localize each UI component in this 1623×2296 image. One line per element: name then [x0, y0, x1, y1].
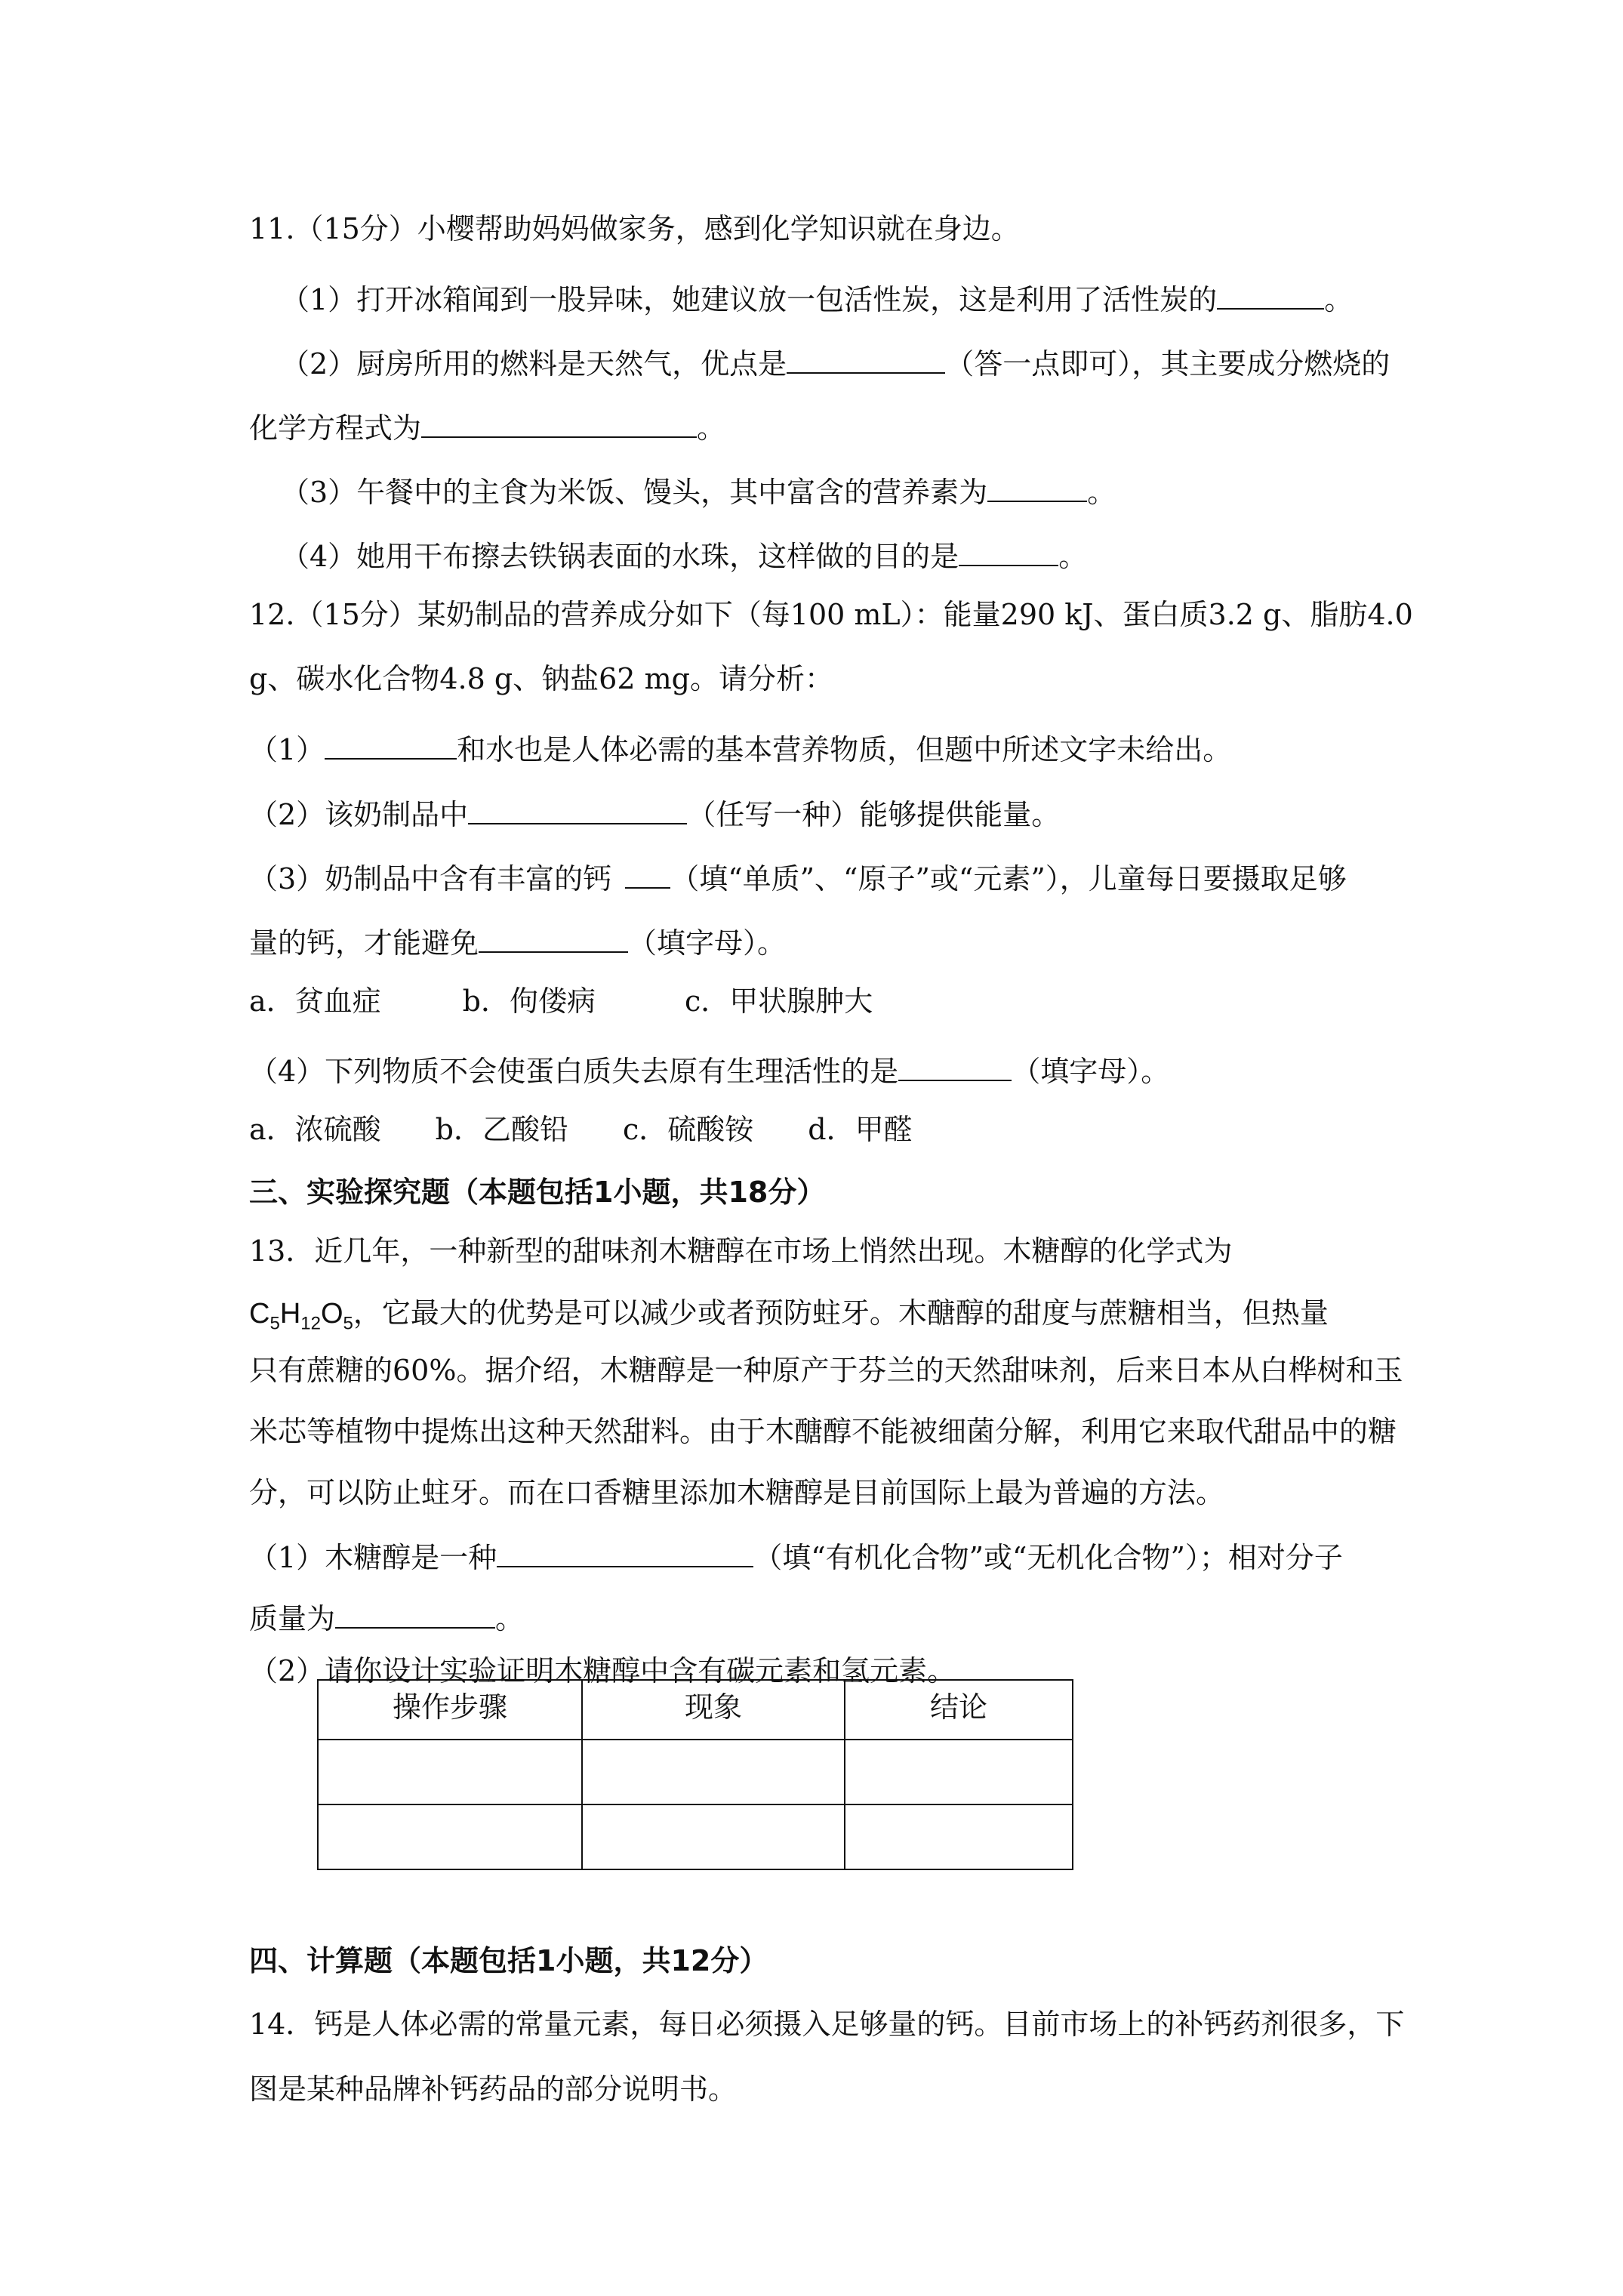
q13-line5: 分，可以防止蛀牙。而在口香糖里添加木糖醇是目前国际上最为普遍的方法。: [249, 1476, 1225, 1509]
q14-line1: 14．钙是人体必需的常量元素，每日必须摄入足够量的钙。目前市场上的补钙药剂很多，下: [249, 2008, 1405, 2041]
q13-line4: 米芯等植物中提炼出这种天然甜料。由于木醣醇不能被细菌分解，利用它来取代甜品中的糖: [249, 1415, 1397, 1448]
q11-part1-end: 。: [1324, 283, 1354, 316]
table-cell[interactable]: [318, 1740, 582, 1804]
q13-line2: [249, 1296, 1329, 1334]
q11-part1-text: （1）打开冰箱闻到一股异味，她建议放一包活性炭，这是利用了活性炭的: [281, 283, 1218, 316]
experiment-table: [317, 1679, 1073, 1870]
q13-part1b-a: 质量为: [249, 1602, 336, 1635]
answer-blank[interactable]: [335, 1598, 495, 1629]
q12-part1: [249, 729, 1231, 764]
q12-part3: [249, 858, 1347, 893]
q11-part3-end: 。: [1087, 476, 1116, 509]
q12-stem-line2: g、碳水化合物4.8 g、钠盐62 mg。请分析：: [249, 662, 833, 695]
q12-part3b-a: 量的钙，才能避免: [249, 926, 479, 960]
q13-line1: 13．近几年，一种新型的甜味剂木糖醇在市场上悄然出现。木糖醇的化学式为: [249, 1234, 1233, 1268]
q13-part1-b: （填“有机化合物”或“无机化合物”）；相对分子: [753, 1541, 1343, 1574]
option-c: c．硫酸铵: [622, 1113, 754, 1146]
chemical-formula: $C_5H_{12}O_5$: [249, 1298, 353, 1334]
table-cell[interactable]: [582, 1740, 845, 1804]
answer-blank[interactable]: [479, 923, 628, 953]
option-c: c．甲状腺肿大: [684, 985, 873, 1018]
header-steps: 操作步骤: [318, 1680, 582, 1740]
q12-stem-line1: 12.（15分）某奶制品的营养成分如下（每100 mL）：能量290 kJ、蛋白质3.2 g、脂肪4.0: [249, 598, 1413, 631]
q13-part1: [249, 1537, 1343, 1572]
q12-part4: [249, 1051, 1169, 1086]
q13-line3: 只有蔗糖的60%。据介绍，木糖醇是一种原产于芬兰的天然甜味剂，后来日本从白桦树和玉: [249, 1354, 1403, 1387]
answer-blank[interactable]: [898, 1051, 1012, 1081]
q12-part3-a: （3）奶制品中含有丰富的钙: [249, 862, 612, 895]
q12-part4-a: （4）下列物质不会使蛋白质失去原有生理活性的是: [249, 1055, 899, 1088]
table-header-row: [318, 1680, 1073, 1740]
q11-part2-text-a: （2）厨房所用的燃料是天然气，优点是: [281, 347, 787, 381]
section-4-heading: 四、计算题（本题包括1小题，共12分）: [249, 1944, 768, 1977]
q11-part4-text: （4）她用干布擦去铁锅表面的水珠，这样做的目的是: [281, 540, 959, 573]
q11-part1: [281, 279, 1353, 314]
q12-part4-b: （填字母）。: [1012, 1055, 1170, 1088]
q12-part2-a: （2）该奶制品中: [249, 798, 469, 831]
q12-part1-b: 和水也是人体必需的基本营养物质，但题中所述文字未给出。: [457, 733, 1232, 766]
q13-part1b-b: 。: [495, 1602, 525, 1635]
q11-part2: [281, 344, 1390, 381]
q12-part3-options: [249, 985, 873, 1018]
q11-part3-text: （3）午餐中的主食为米饭、馒头，其中富含的营养素为: [281, 476, 988, 509]
answer-blank[interactable]: [959, 536, 1058, 566]
table-cell[interactable]: [318, 1804, 582, 1869]
q13-part1-a: （1）木糖醇是一种: [249, 1541, 497, 1574]
answer-blank[interactable]: [987, 472, 1087, 502]
q11-stem: 11.（15分）小樱帮助妈妈做家务，感到化学知识就在身边。: [249, 212, 1020, 245]
q11-part4-end: 。: [1058, 540, 1088, 573]
q14-line2: 图是某种品牌补钙药品的部分说明书。: [249, 2073, 738, 2106]
table-row: [318, 1740, 1073, 1804]
q13-line2-text: ，它最大的优势是可以减少或者预防蛀牙。木醣醇的甜度与蔗糖相当，但热量: [353, 1296, 1329, 1330]
header-phenomenon: 现象: [582, 1680, 845, 1740]
q11-part4: [281, 536, 1087, 571]
answer-blank[interactable]: [1217, 279, 1324, 310]
option-b: b．佝偻病: [462, 985, 596, 1018]
q12-part2: [249, 794, 1060, 829]
q12-part3b-b: （填字母）。: [628, 926, 787, 960]
answer-blank[interactable]: [421, 408, 697, 438]
answer-blank[interactable]: [787, 344, 945, 374]
q11-part2b-text: 化学方程式为: [249, 411, 422, 445]
table-row: [318, 1804, 1073, 1869]
answer-blank[interactable]: [625, 858, 670, 889]
q12-part3-continued: [249, 923, 787, 960]
q12-part4-options: [249, 1115, 913, 1144]
q13-part2: （2）请你设计实验证明木糖醇中含有碳元素和氢元素。: [249, 1654, 956, 1687]
q12-part3-b: （填“单质”、“原子”或“元素”），儿童每日要摄取足够: [670, 862, 1347, 895]
option-a: a．浓硫酸: [249, 1113, 381, 1146]
section-3-heading: 三、实验探究题（本题包括1小题，共18分）: [249, 1176, 826, 1209]
q12-part1-a: （1）: [249, 733, 325, 766]
q12-part2-b: （任写一种）能够提供能量。: [687, 798, 1061, 831]
answer-blank[interactable]: [468, 794, 687, 824]
answer-blank[interactable]: [497, 1537, 753, 1567]
q13-part1-continued: [249, 1598, 524, 1633]
option-a: a．贫血症: [249, 985, 381, 1018]
q11-part3: [281, 472, 1116, 507]
header-conclusion: 结论: [845, 1680, 1073, 1740]
q11-part2-continued: [249, 408, 726, 445]
table-cell[interactable]: [845, 1740, 1073, 1804]
option-d: d．甲醛: [808, 1113, 913, 1146]
option-b: b．乙酸铅: [435, 1113, 568, 1146]
q11-part2b-end: 。: [697, 411, 726, 445]
answer-blank[interactable]: [325, 729, 457, 760]
q11-part2-text-b: （答一点即可），其主要成分燃烧的: [945, 347, 1390, 381]
table-cell[interactable]: [845, 1804, 1073, 1869]
table-cell[interactable]: [582, 1804, 845, 1869]
